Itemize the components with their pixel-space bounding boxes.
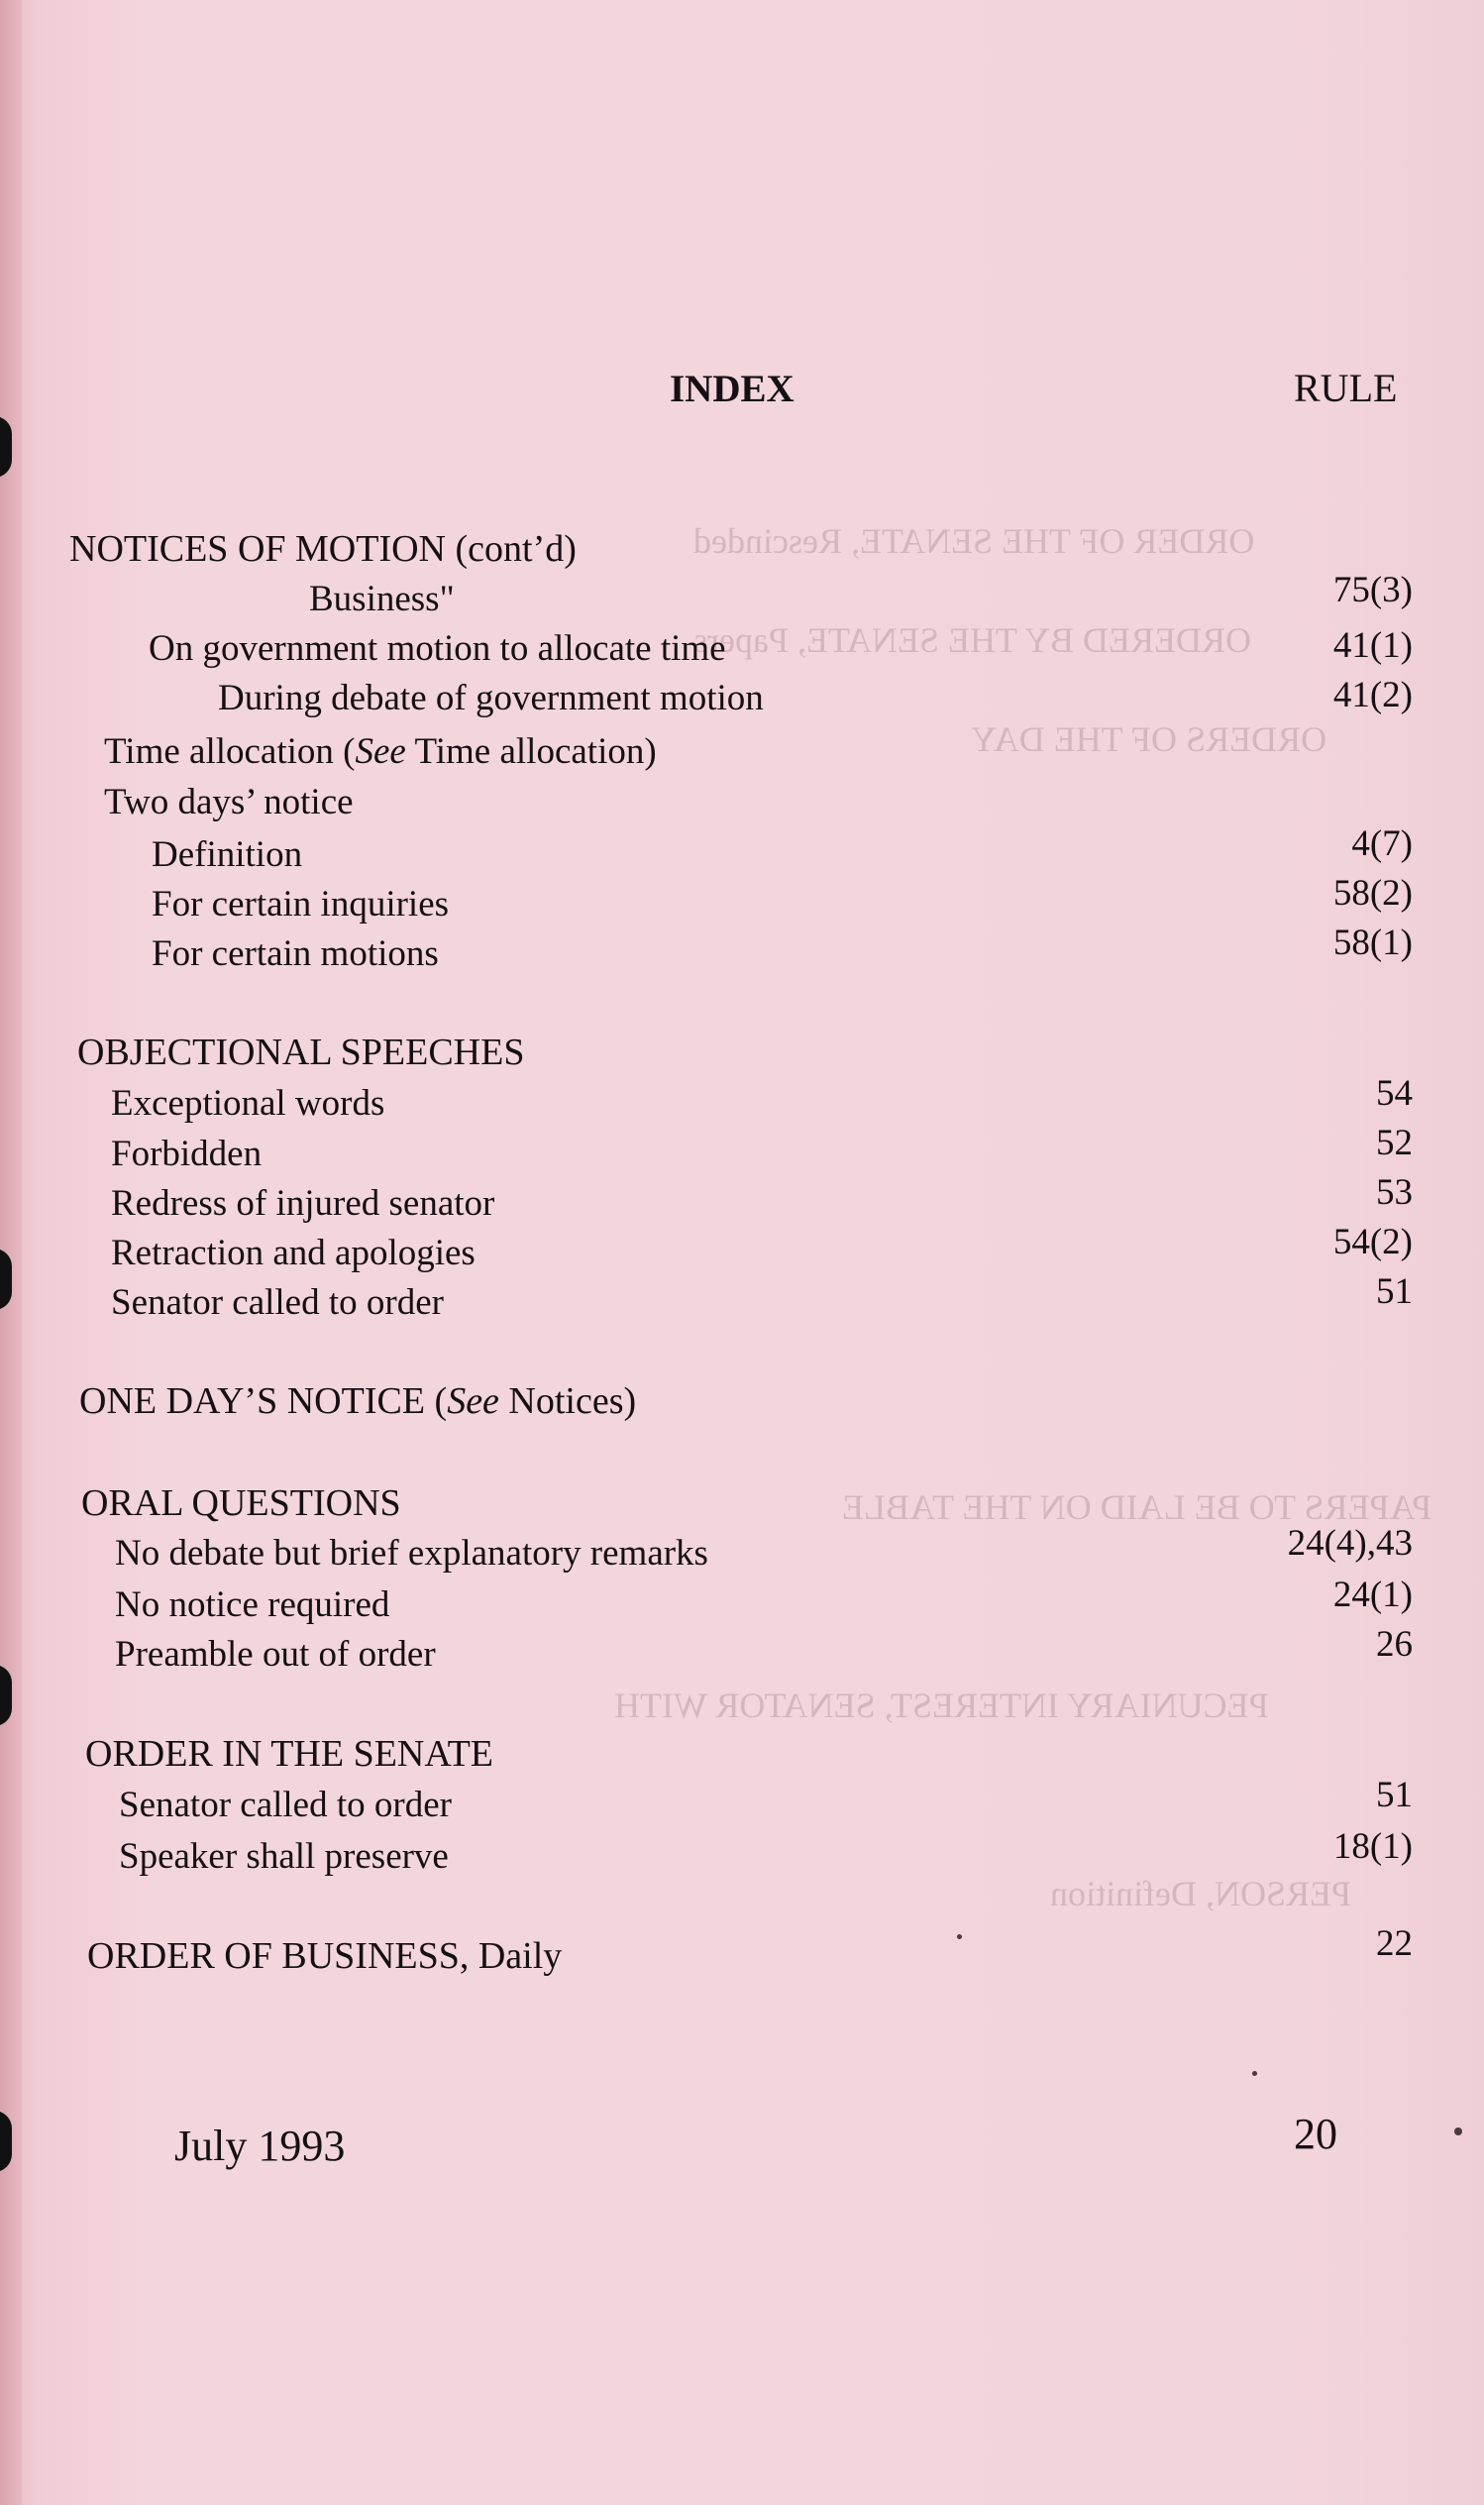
rule-number: 52 — [1376, 1123, 1413, 1163]
entry-during-debate: During debate of government motion — [218, 678, 764, 718]
entry-forbidden: Forbidden — [111, 1134, 263, 1174]
rule-number: 24(1) — [1332, 1575, 1413, 1615]
show-through-line: ORDERED BY THE SENATE, Papers — [693, 620, 1251, 660]
show-through-line: PERSON, Definition — [1050, 1874, 1352, 1913]
section-heading-objectional: OBJECTIONAL SPEECHES — [77, 1032, 525, 1073]
section-heading-notices: NOTICES OF MOTION (cont’d) — [69, 528, 577, 570]
section-heading-oral: ORAL QUESTIONS — [81, 1482, 401, 1524]
footer-date: July 1993 — [174, 2122, 346, 2170]
entry-two-days: Two days’ notice — [104, 782, 354, 822]
paper-speck — [1454, 2127, 1462, 2135]
page-title: INDEX — [670, 368, 795, 410]
rule-number: 41(1) — [1332, 625, 1413, 666]
show-through-line: PECUNIARY INTEREST, SENATOR WITH — [614, 1686, 1269, 1725]
entry-exceptional: Exceptional words — [111, 1083, 385, 1124]
text-fragment: Time allocation ( — [104, 731, 356, 772]
rule-number: 75(3) — [1332, 570, 1413, 610]
entry-senator-called: Senator called to order — [111, 1282, 444, 1323]
section-heading-order-business: ORDER OF BUSINESS, Daily — [87, 1935, 563, 1977]
section-heading-order-senate: ORDER IN THE SENATE — [85, 1733, 494, 1775]
entry-definition: Definition — [152, 834, 303, 875]
entry-redress: Redress of injured senator — [111, 1183, 495, 1224]
entry-time-allocation — [104, 730, 657, 773]
entry-no-notice: No notice required — [115, 1584, 390, 1625]
show-through-line: ORDERS OF THE DAY — [971, 719, 1327, 759]
entry-motions: For certain motions — [152, 933, 439, 974]
entry-no-debate: No debate but brief explanatory remarks — [115, 1533, 708, 1574]
entry-gov-allocate: On government motion to allocate time — [149, 628, 726, 669]
text-fragment: Notices) — [498, 1380, 637, 1422]
rule-number: 18(1) — [1332, 1826, 1413, 1867]
rule-number: 54(2) — [1332, 1222, 1413, 1262]
rule-number: 54 — [1376, 1073, 1413, 1114]
entry-senator-called-order: Senator called to order — [119, 1785, 452, 1825]
entry-inquiries: For certain inquiries — [152, 884, 450, 925]
show-through-line: ORDER OF THE SENATE, Rescinded — [693, 521, 1255, 561]
rule-number: 58(2) — [1332, 873, 1413, 914]
text-fragment: ONE DAY’S NOTICE ( — [79, 1380, 448, 1422]
section-heading-one-day — [79, 1379, 636, 1423]
rule-number: 51 — [1376, 1775, 1413, 1815]
entry-retraction: Retraction and apologies — [111, 1233, 476, 1273]
show-through-line: PAPERS TO BE LAID ON THE TABLE — [842, 1487, 1432, 1527]
entry-business: Business" — [309, 579, 455, 619]
rule-number: 51 — [1376, 1271, 1413, 1312]
entry-speaker: Speaker shall preserve — [119, 1836, 449, 1877]
rule-number: 4(7) — [1351, 823, 1413, 864]
rule-number: 24(4),43 — [1287, 1523, 1413, 1564]
rule-column-header: RULE — [1294, 366, 1398, 410]
see-reference: See — [447, 1380, 499, 1422]
see-reference: See — [355, 731, 406, 772]
rule-number: 58(1) — [1332, 923, 1413, 963]
rule-number: 26 — [1376, 1624, 1413, 1665]
paper-speck — [1252, 2071, 1257, 2076]
rule-number: 53 — [1376, 1172, 1413, 1213]
rule-number: 22 — [1376, 1923, 1413, 1964]
text-fragment: Time allocation) — [405, 731, 657, 772]
paper-speck — [957, 1934, 962, 1939]
entry-preamble: Preamble out of order — [115, 1634, 436, 1675]
rule-number: 41(2) — [1332, 675, 1413, 715]
page-number: 20 — [1294, 2110, 1337, 2158]
